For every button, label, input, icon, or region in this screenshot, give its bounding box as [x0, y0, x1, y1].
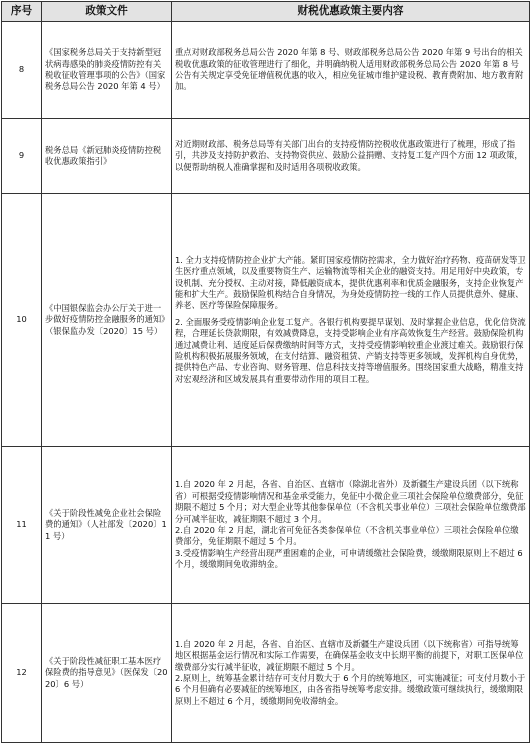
row-number: 11	[2, 447, 42, 604]
policy-content-paragraph: 1.自 2020 年 2 月起，各省、自治区、直辖市及新疆生产建设兵团（以下统称省）可指导统筹地区根据基金运行情况和实际工作需要，在确保基金收支中长期平衡的前提下，对职工医保单位缴费部分实行减半征收，减征期限不超过 5 个月。	[175, 638, 524, 672]
policy-document-title: 《国家税务总局关于支持新型冠状病毒感染的肺炎疫情防控有关税收征收管理事项的公告》（国家税务总局公告 2020 年第 4 号）	[45, 47, 166, 92]
policy-document-title: 《中国银保监会办公厅关于进一步做好疫情防控金融服务的通知》（银保监办发〔2020〕15 号）	[45, 302, 166, 336]
table-row	[2, 194, 530, 447]
policy-content-paragraph: 2. 全面服务受疫情影响企业复工复产。各银行机构要提早谋划、及时掌握企业信息，优化信贷流程，合理延长贷款期限，有效减费降息，支持受影响企业有序高效恢复生产经营。鼓励保险机构通过减费让利、适度延后保费缴纳时间等方式，支持受疫情影响较重企业渡过难关。鼓励银行保险机构积极拓展服务领域，在支付结算、融资租赁、产销支持等更多领域，发挥机构自身优势，提供特色产品、专业咨询、财务管理、信息科技支持等增值服务。围绕国家重大战略，精准支持对宏观经济和区域发展具有重要带动作用的项目工程。	[175, 316, 526, 384]
policy-content-paragraph: 3.受疫情影响生产经营出现严重困难的企业，可申请缓缴社会保险费，缓缴期限原则上不超过 6 个月，缓缴期间免收滞纳金。	[175, 547, 523, 570]
row-number: 10	[2, 194, 42, 447]
policy-document-title: 《关于阶段性减征职工基本医疗保险费的指导意见》（医保发〔2020〕6 号）	[45, 655, 168, 689]
policy-document-cell	[42, 194, 172, 447]
policy-document-cell	[42, 447, 172, 604]
policy-content-cell	[172, 194, 530, 447]
table-row	[2, 604, 530, 743]
policy-content-cell	[172, 447, 530, 604]
policy-content-paragraph: 重点对财政部税务总局公告 2020 年第 8 号、财政部税务总局公告 2020 年第 9 号出台的相关税收优惠政策的征收管理进行了细化，并明确纳税人适用财政部税务总局公告 2020 年第 8 号公告有关规定享受免征增值税优惠的收入，相应免征城市维护建设税、教育费附加、地方教育附加。	[175, 47, 524, 92]
policy-content-paragraph: 2.自 2020 年 2 月起，湖北省可免征各类参保单位（不含机关事业单位）三项社会保险单位缴费部分，免征期限不超过 5 个月。	[175, 525, 519, 547]
policy-document-cell	[42, 604, 172, 743]
policy-document-cell	[42, 119, 172, 194]
policy-table	[1, 1, 530, 743]
row-number: 9	[2, 119, 42, 194]
row-number: 12	[2, 604, 42, 743]
policy-content-paragraph: 1. 全力支持疫情防控企业扩大产能。紧盯国家疫情防控需求，全力做好治疗药物、疫苗研发等卫生医疗重点领域，以及重要物资生产、运输物流等相关企业的融资支持。用足用好中央政策，专设机制、充分授权、主动对接，降低融资成本，提供优惠利率和优质金融服务，支持企业恢复产能和扩大生产。鼓励保险机构结合自身情况，为身处疫情防控一线的工作人员提供意外、健康、养老、医疗等保险保障服务。	[175, 254, 526, 311]
row-number: 8	[2, 22, 42, 119]
policy-content-cell	[172, 22, 530, 119]
table-row	[2, 119, 530, 194]
header-serial-number: 序号	[2, 2, 42, 22]
policy-content-cell	[172, 119, 530, 194]
policy-document-title: 税务总局《新冠肺炎疫情防控税收优惠政策指引》	[45, 144, 162, 166]
policy-content-paragraph: 1.自 2020 年 2 月起，各省、自治区、直辖市（除湖北省外）及新疆生产建设兵团（以下统称省）可根据受疫情影响情况和基金承受能力，免征中小微企业三项社会保险单位缴费部分，免征期限不超过 5 个月；对大型企业等其他参保单位（不含机关事业单位）三项社会保险单位缴费部分可减半征收，减征期限不超过 3 个月。	[175, 479, 526, 524]
policy-document-cell	[42, 22, 172, 119]
header-policy-document: 政策文件	[42, 2, 172, 22]
table-row	[2, 22, 530, 119]
policy-content-cell	[172, 604, 530, 743]
table-header-row	[2, 2, 530, 22]
table-row	[2, 447, 530, 604]
policy-document-title: 《关于阶段性减免企业社会保险费的通知》（人社部发〔2020〕11 号）	[45, 507, 167, 541]
policy-content-paragraph: 对近期财政部、税务总局等有关部门出台的支持疫情防控税收优惠政策进行了梳理，形成了指引，共涉及支持防护救治、支持物资供应、鼓励公益捐赠、支持复工复产四个方面 12 项政策，以便帮助纳税人准确掌握和及时适用各项税收政策。	[175, 138, 523, 172]
policy-content-paragraph: 2.原则上，统筹基金累计结存可支付月数大于 6 个月的统筹地区，可实施减征；可支付月数小于 6 个月但确有必要减征的统筹地区，由各省指导统筹考虑安排。缓缴政策可继续执行，缓缴期限原则上不超过 6 个月，缓缴期间免收滞纳金。	[175, 673, 526, 706]
header-main-content: 财税优惠政策主要内容	[172, 2, 530, 22]
